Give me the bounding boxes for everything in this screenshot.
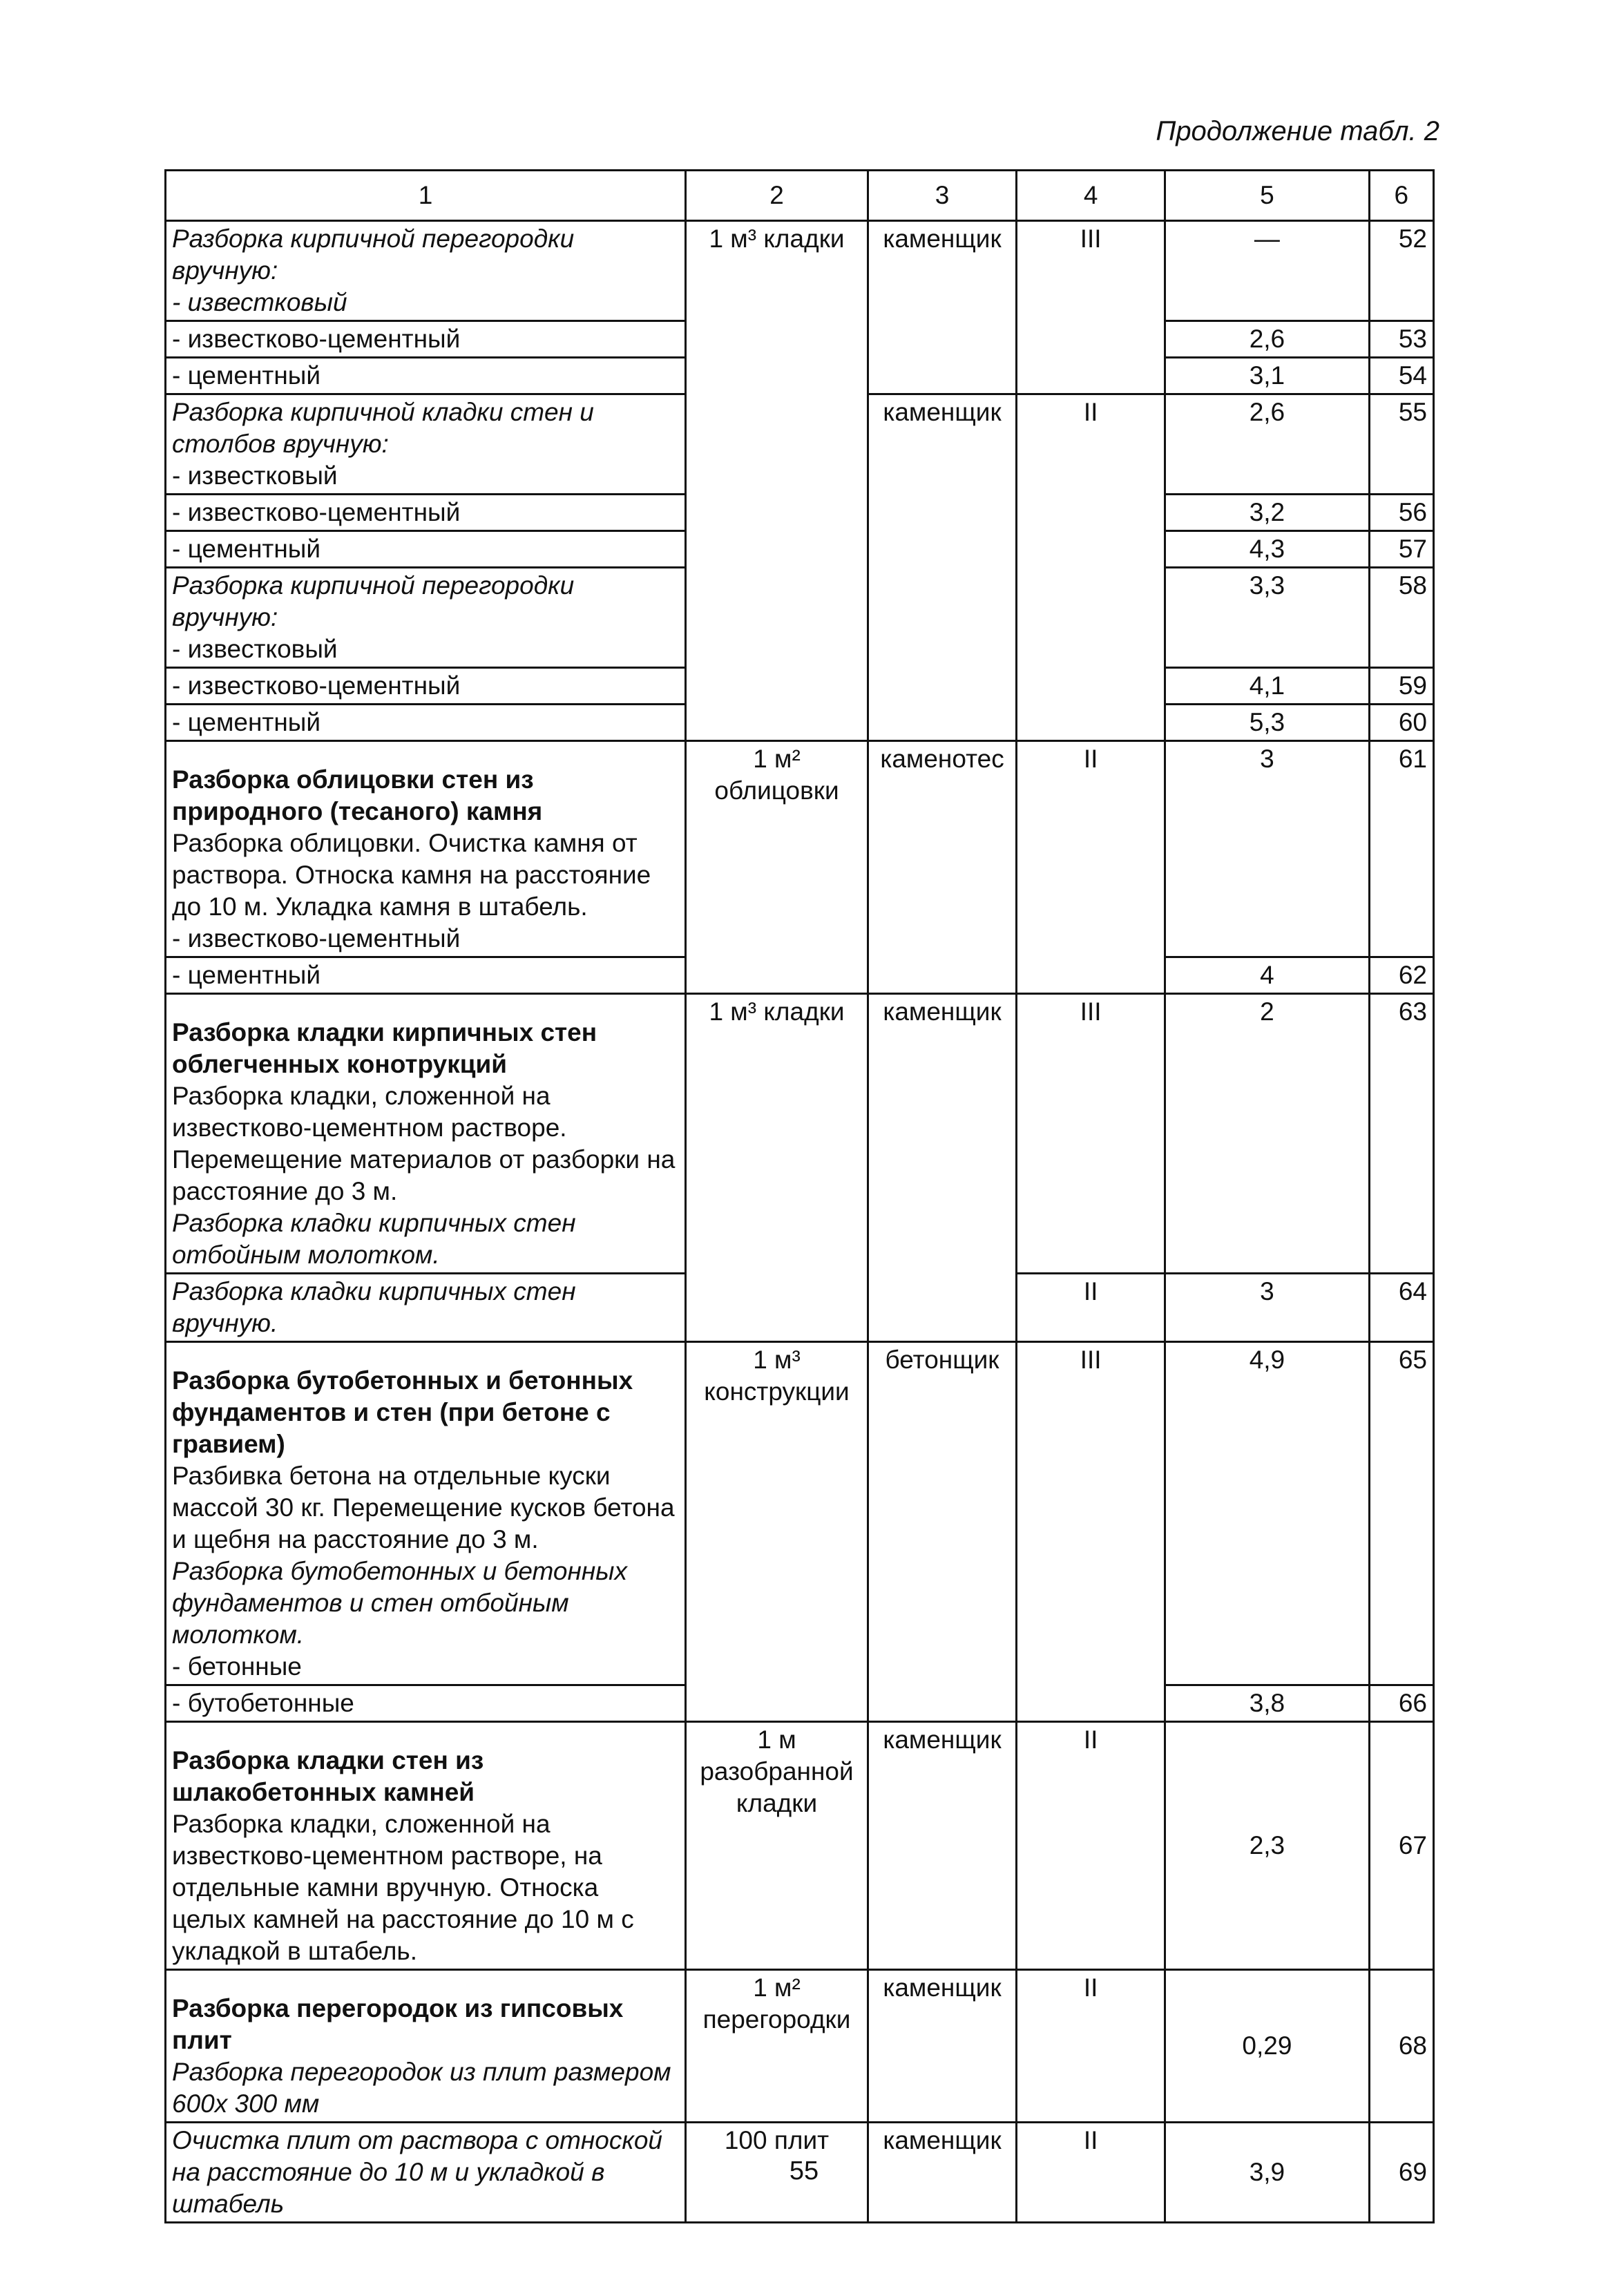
norm-value: 3,8 [1165, 1685, 1369, 1722]
col-header-5: 5 [1165, 171, 1369, 221]
norm-value: 3,2 [1165, 495, 1369, 531]
grade-cell: III [1017, 994, 1165, 1274]
grade-cell: II [1017, 1274, 1165, 1342]
unit-cell: 1 м³ конструкции [686, 1342, 868, 1722]
unit-cell: 1 м разобранной кладки [686, 1722, 868, 1970]
mortar-type: - известково-цементный [166, 321, 686, 358]
sub-operation: Очистка плит от раствора с отноской на расстояние до 10 м и укладкой в штабель [166, 2123, 686, 2223]
row-index: 62 [1369, 957, 1433, 994]
unit-cell: 1 м² перегородки [686, 1970, 868, 2123]
row-index: 55 [1369, 394, 1433, 495]
grade-cell: II [1017, 394, 1165, 741]
unit-cell: 100 плит [686, 2123, 868, 2223]
row-index: 63 [1369, 994, 1433, 1274]
row-index: 60 [1369, 705, 1433, 741]
grade-cell: II [1017, 1970, 1165, 2123]
worker-cell: каменщик [868, 1722, 1016, 1970]
worker-cell: каменщик [868, 994, 1016, 1342]
table-row [166, 1342, 1434, 1685]
norm-value: 0,29 [1165, 1970, 1369, 2123]
grade-cell: II [1017, 2123, 1165, 2223]
unit-cell: 1 м² облицовки [686, 741, 868, 994]
worker-cell: каменщик [868, 394, 1016, 741]
grade-cell: III [1017, 1342, 1165, 1722]
row-index: 66 [1369, 1685, 1433, 1722]
section-body: Разборка бутобетонных и бетонных фундаментов и стен (при бетоне с гравием) Разбивка бетона на отдельные куски массой 30 кг. Перемещение кусков бетона и щебня на расстояние до 3 м. Разборка бутобетонных и бетонных фундаментов и стен отбойным молотком. - бетонные [166, 1342, 686, 1685]
row-index: 64 [1369, 1274, 1433, 1342]
norm-value: 3 [1165, 1274, 1369, 1342]
row-index: 56 [1369, 495, 1433, 531]
norm-value: 2 [1165, 994, 1369, 1274]
row-index: 54 [1369, 358, 1433, 394]
section-body: Разборка перегородок из гипсовых плит Разборка перегородок из плит размером 600х 300 мм [166, 1970, 686, 2123]
row-index: 59 [1369, 668, 1433, 705]
col-header-2: 2 [686, 171, 868, 221]
sub-operation: Разборка кладки кирпичных стен вручную. [166, 1274, 686, 1342]
norm-value: 3,9 [1165, 2123, 1369, 2223]
worker-cell: каменщик [868, 221, 1016, 394]
norm-value: 4,1 [1165, 668, 1369, 705]
header-row [166, 171, 1434, 221]
mortar-type: - известково-цементный [166, 668, 686, 705]
norm-value: 4,9 [1165, 1342, 1369, 1685]
mortar-type: - цементный [166, 358, 686, 394]
mortar-type: - цементный [166, 957, 686, 994]
unit-cell: 1 м³ кладки [686, 221, 868, 741]
op-title: Разборка кирпичной кладки стен и столбов вручную: - известковый [166, 394, 686, 495]
table-row [166, 221, 1434, 321]
norm-value: 3,1 [1165, 358, 1369, 394]
col-header-3: 3 [868, 171, 1016, 221]
section-body: Разборка облицовки стен из природного (тесаного) камня Разборка облицовки. Очистка камня от раствора. Относка камня на расстояние до 10 м. Укладка камня в штабель. - известково-цементный [166, 741, 686, 957]
section-body: Разборка кладки кирпичных стен облегченных конотрукций Разборка кладки, сложенной на известково-цементном растворе. Перемещение материалов от разборки на расстояние до 3 м. Разборка кладки кирпичных стен отбойным молотком. [166, 994, 686, 1274]
section-body: Разборка кладки стен из шлакобетонных камней Разборка кладки, сложенной на известково-цементном растворе, на отдельные камни вручную. Относка целых камней на расстояние до 10 м с укладкой в штабель. [166, 1722, 686, 1970]
norm-value: — [1165, 221, 1369, 321]
col-header-6: 6 [1369, 171, 1433, 221]
norm-value: 3,3 [1165, 568, 1369, 668]
row-index: 69 [1369, 2123, 1433, 2223]
row-index: 67 [1369, 1722, 1433, 1970]
concrete-type: - бутобетонные [166, 1685, 686, 1722]
norm-value: 3 [1165, 741, 1369, 957]
row-index: 68 [1369, 1970, 1433, 2123]
grade-cell: III [1017, 221, 1165, 394]
col-header-4: 4 [1017, 171, 1165, 221]
op-title: Разборка кирпичной перегородки вручную: - известковый [166, 221, 686, 321]
mortar-type: - известково-цементный [166, 495, 686, 531]
row-index: 52 [1369, 221, 1433, 321]
op-title: Разборка кирпичной перегородки вручную: - известковый [166, 568, 686, 668]
grade-cell: II [1017, 1722, 1165, 1970]
table-row [166, 741, 1434, 957]
row-index: 61 [1369, 741, 1433, 957]
table-row [166, 1970, 1434, 2123]
grade-cell: II [1017, 741, 1165, 994]
row-index: 58 [1369, 568, 1433, 668]
table-row [166, 1722, 1434, 1970]
mortar-type: - цементный [166, 531, 686, 568]
row-index: 65 [1369, 1342, 1433, 1685]
worker-cell: каменщик [868, 2123, 1016, 2223]
col-header-1: 1 [166, 171, 686, 221]
worker-cell: каменотес [868, 741, 1016, 994]
unit-cell: 1 м³ кладки [686, 994, 868, 1342]
worker-cell: каменщик [868, 1970, 1016, 2123]
row-index: 53 [1369, 321, 1433, 358]
worker-cell: бетонщик [868, 1342, 1016, 1722]
norm-value: 4 [1165, 957, 1369, 994]
table-row [166, 994, 1434, 1274]
mortar-type: - цементный [166, 705, 686, 741]
norms-table [164, 169, 1435, 2223]
row-index: 57 [1369, 531, 1433, 568]
norm-value: 2,6 [1165, 321, 1369, 358]
norm-value: 2,3 [1165, 1722, 1369, 1970]
norm-value: 4,3 [1165, 531, 1369, 568]
page-number: 55 [789, 2156, 819, 2185]
table-continuation-caption: Продолжение табл. 2 [1156, 116, 1439, 146]
norm-value: 5,3 [1165, 705, 1369, 741]
norm-value: 2,6 [1165, 394, 1369, 495]
